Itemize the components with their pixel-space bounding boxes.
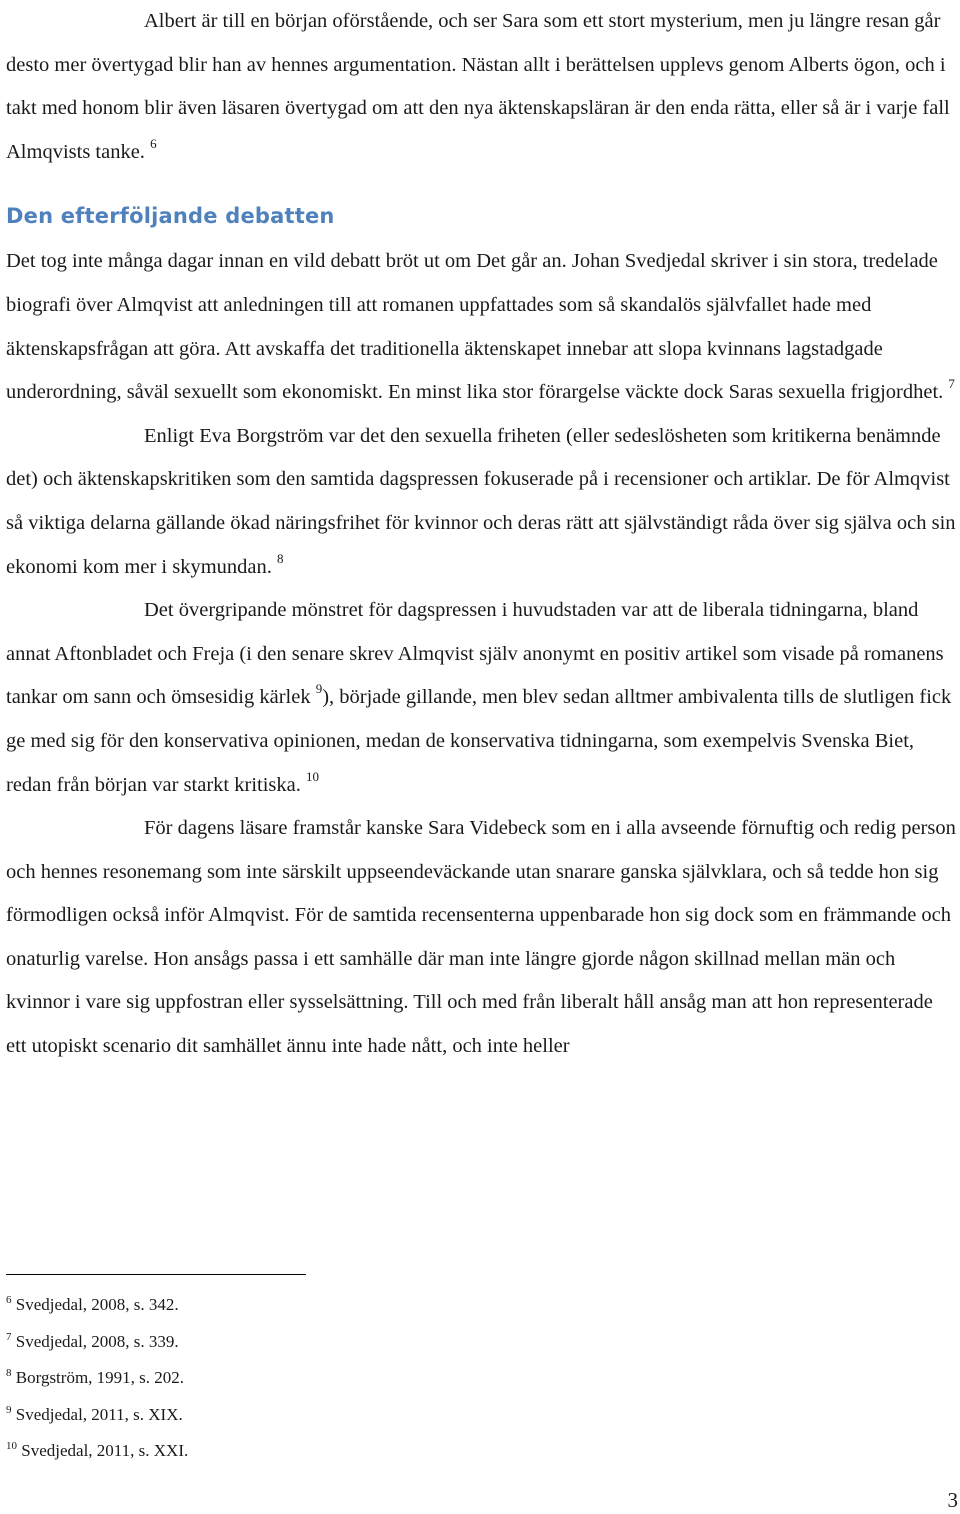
paragraph-2 (6, 415, 956, 589)
footnote-text: Borgström, 1991, s. 202. (15, 1368, 185, 1387)
footnote-text: Svedjedal, 2011, s. XIX. (15, 1404, 183, 1424)
footnote-text: Svedjedal, 2011, s. XXI. (21, 1441, 189, 1460)
paragraph-3 (6, 589, 956, 807)
footnote-text: Svedjedal, 2008, s. 339. (15, 1331, 179, 1351)
page-body (6, 0, 956, 1069)
footnote-divider (6, 1274, 306, 1275)
footnote-number: 10 (6, 1440, 17, 1452)
footnote-item (6, 1287, 606, 1324)
footnote-ref[interactable]: 8 (277, 550, 284, 566)
footnote-number: 6 (6, 1294, 12, 1306)
page-number: 3 (947, 1488, 958, 1512)
footnote-ref[interactable]: 6 (150, 135, 157, 151)
footnote-text: Svedjedal, 2008, s. 342. (15, 1295, 179, 1314)
footnote-item (6, 1433, 606, 1470)
footnote-ref[interactable]: 9 (315, 681, 323, 697)
section-heading: Den efterföljande debatten (6, 204, 335, 229)
footnote-number: 8 (6, 1367, 12, 1379)
paragraph-1 (6, 240, 956, 414)
paragraph-text: Det övergripande mönstret för dagspressen i huvudstaden var att de liberala tidningarna, bland annat Aftonbladet och Freja (i den senare skrev Almqvist själv anonymt en positiv artikel som visade på romanens tankar om sann och ömsesidig kärlek (6, 599, 944, 709)
paragraph-text: Enligt Eva Borgström var det den sexuella friheten (eller sedeslösheten som kritikerna benämnde det) och äktenskapskritiken som den samtida dagspressen fokuserade på i recensioner och artiklar. De för Almqvist så viktiga delarna gällande ökad näringsfrihet för kvinnor och deras rätt att självständigt råda över sig själva och sin ekonomi kom mer i skymundan. (6, 424, 956, 578)
paragraph-text: För dagens läsare framstår kanske Sara Videbeck som en i alla avseende förnuftig och redig person och hennes resonemang som inte särskilt uppseendeväckande utan snarare ganska självklara, och så tedde hon sig förmodligen också inför Almqvist. För de samtida recensenterna uppenbarade hon sig dock som en främmande och onaturlig varelse. Hon ansågs passa i ett samhälle där man inte längre gjorde någon skillnad mellan män och kvinnor i vare sig uppfostran eller sysselsättning. Till och med från liberalt håll ansåg man att hon representerade ett utopiskt scenario dit samhället ännu inte hade nått, och inte heller (6, 817, 956, 1058)
footnote-number: 7 (6, 1330, 12, 1343)
paragraph-text: Albert är till en början oförstående, och ser Sara som ett stort mysterium, men ju längre resan går desto mer övertygad blir han av hennes argumentation. Nästan allt i berättelsen upplevs genom Alberts ögon, och i takt med honom blir även läsaren övertygad om att den nya äktenskapsläran är den enda rätta, eller så är i varje fall Almqvists tanke. (6, 10, 950, 163)
footnote-item (6, 1397, 606, 1434)
footnote-item (6, 1360, 606, 1397)
paragraph-text: Det tog inte många dagar innan en vild debatt bröt ut om Det går an. Johan Svedjedal skriver i sin stora, tredelade biografi över Almqvist att anledningen till att romanen uppfattades som så skandalös självfallet hade med äktenskapsfrågan att göra. Att avskaffa det traditionella äktenskapet innebar att slopa kvinnans lagstadgade underordning, såväl sexuellt som ekonomiskt. En minst lika stor förargelse väckte dock Saras sexuella frigjordhet. (6, 250, 944, 404)
footnote-ref[interactable]: 10 (305, 768, 319, 784)
footnote-number: 9 (6, 1403, 12, 1416)
footnotes (6, 1274, 606, 1470)
paragraph-intro (6, 0, 956, 174)
paragraph-4 (6, 807, 956, 1069)
footnote-item (6, 1324, 606, 1361)
paragraph-text: ), började gillande, men blev sedan alltmer ambivalenta tills de slutligen fick ge med sig för den konservativa opinionen, medan de konservativa tidningarna, som exempelvis Svenska Biet, redan från början var starkt kritiska. (6, 686, 952, 796)
footnote-ref[interactable]: 7 (948, 376, 955, 392)
